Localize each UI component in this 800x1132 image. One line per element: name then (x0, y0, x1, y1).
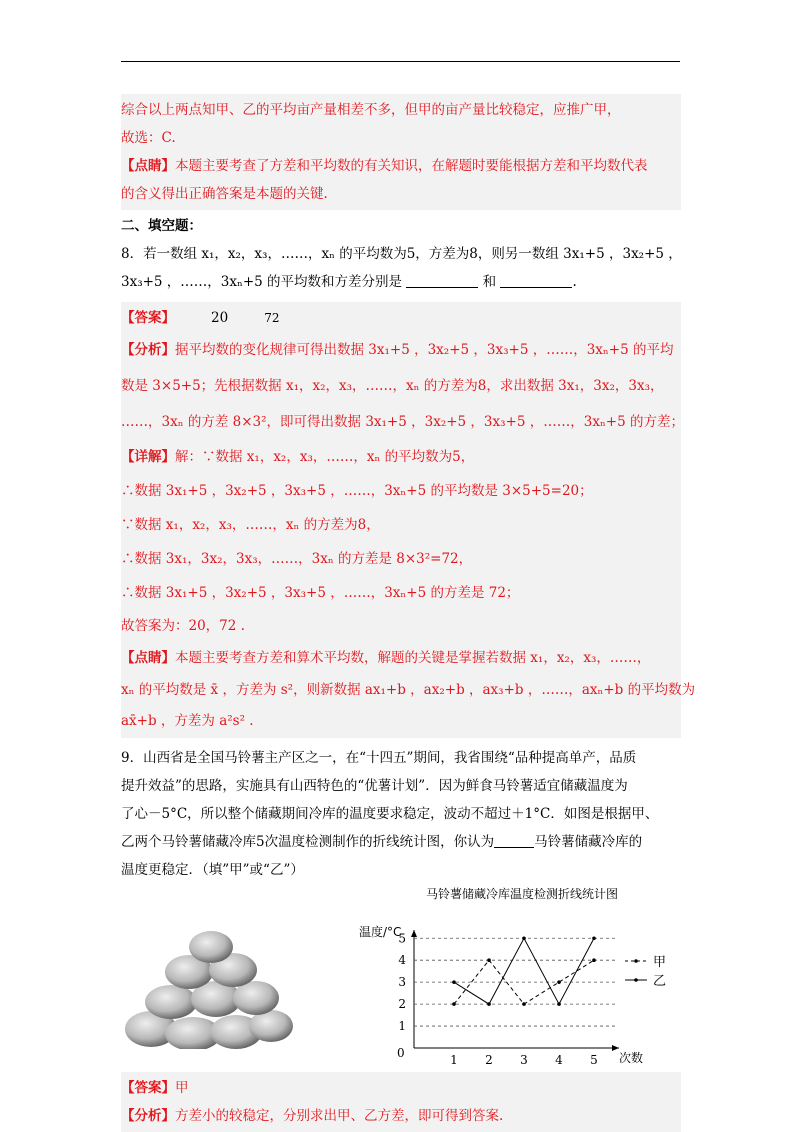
figure-row (121, 884, 681, 1072)
data-point (557, 980, 561, 984)
x-tick-label: 5 (590, 1053, 598, 1067)
q9-analysis: 【分析】方差小的较稳定，分别求出甲、乙方差，即可得到答案. (121, 1108, 504, 1124)
answer-blank-1[interactable] (406, 273, 478, 288)
section-title: 二、填空题： (121, 218, 202, 234)
q9-line5: 温度更稳定．（填”甲”或“乙”） (121, 862, 304, 878)
line-chart (357, 884, 677, 1072)
data-point (592, 958, 596, 962)
question-8 (121, 240, 681, 296)
prev-conclusion: 综合以上两点知甲、乙的平均亩产量相差不多，但甲的亩产量比较稳定，应推广甲， (121, 102, 621, 118)
y-tick-label: 5 (398, 931, 406, 946)
prev-solution-box (121, 94, 681, 210)
data-point (487, 958, 491, 962)
legend-label: 甲 (653, 955, 667, 970)
q8-detail-5: ∴数据 3x₁+5 ，3x₂+5 ，3x₃+5 ，……，3xₙ+5 的方差是 72； (121, 585, 520, 601)
q9-line4: 乙两个马铃薯储藏冷库5次温度检测制作的折线统计图，你认为 马铃薯储藏冷库的 (121, 834, 643, 850)
data-point (592, 936, 596, 940)
q8-final: 故答案为：20，72 . (121, 618, 245, 634)
y-axis-arrow (411, 930, 417, 937)
q8-line1: 8．若一数组 x₁，x₂，x₃，……，xₙ 的平均数为5，方差为8，则另一数组 3x₁+5 ，3x₂+5 ， (121, 246, 682, 262)
potato-image (121, 914, 296, 1049)
q9-solution-box (121, 1072, 681, 1132)
prev-comment-cont: 的含义得出正确答案是本题的关键. (121, 186, 328, 202)
chart-xlabel: 次数 (619, 1051, 644, 1065)
y-tick-label: 4 (398, 953, 406, 968)
chart-ylabel: 温度/°C (359, 925, 402, 939)
answer-blank-q9[interactable] (494, 833, 534, 848)
comment-text: 本题主要考查了方差和平均数的有关知识，在解题时要能根据方差和平均数代表 (175, 158, 648, 174)
q8-answer: 【答案】 20 72 (121, 310, 280, 326)
q8-detail-3: ∵数据 x₁，x₂，x₃，……，xₙ 的方差为8， (121, 517, 380, 533)
legend-label: 乙 (653, 974, 667, 989)
data-point (487, 1002, 491, 1006)
q8-analysis-2: 数是 3×5+5；先根据数据 x₁，x₂，x₃，……，xₙ 的方差为8，求出数据 3x₁，3x₂，3x₃， (121, 378, 664, 394)
y-tick-label: 2 (398, 997, 406, 1012)
question-9 (121, 744, 681, 884)
comment-tag: 【点睛】 (121, 158, 175, 174)
x-tick-label: 2 (485, 1053, 493, 1067)
data-point (557, 1002, 561, 1006)
q8-line2: 3x₃+5 ，……，3xₙ+5 的平均数和方差分别是 和 . (121, 274, 577, 290)
q9-line3: 了心－5°C，所以整个储藏期间冷库的温度要求稳定，波动不超过＋1°C．如图是根据甲、 (121, 806, 659, 822)
q8-comment-2: xₙ 的平均数是 x̄ ，方差为 s²，则新数据 ax₁+b ，ax₂+b ，ax₃+b ，……，axₙ+b 的平均数为 (121, 682, 696, 698)
q8-comment-3: ax̄+b ，方差为 a²s² . (121, 713, 254, 729)
x-tick-label: 4 (555, 1053, 563, 1067)
chart-origin: 0 (397, 1046, 405, 1060)
q8-solution-box (121, 302, 696, 738)
q8-analysis-3: ……，3xₙ 的方差 8×3²，即可得出数据 3x₁+5 ，3x₂+5 ，3x₃+5 ，……，3xₙ+5 的方差； (121, 414, 684, 430)
x-tick-label: 3 (520, 1053, 528, 1067)
q9-line2: 提升效益”的思路，实施具有山西特色的“优薯计划”．因为鲜食马铃薯适宜储藏温度为 (121, 778, 628, 794)
x-tick-label: 1 (450, 1053, 458, 1067)
header-rule (121, 61, 680, 62)
q8-analysis-1: 【分析】据平均数的变化规律可得出数据 3x₁+5 ，3x₂+5 ，3x₃+5 ，……，3xₙ+5 的平均 (121, 342, 674, 358)
chart-title: 马铃薯储藏冷库温度检测折线统计图 (425, 887, 619, 901)
data-point (522, 1002, 526, 1006)
series-line-yi (454, 938, 594, 1004)
page-content (121, 94, 696, 1132)
x-axis-arrow (612, 1045, 619, 1051)
prev-choice: 故选：C. (121, 130, 176, 146)
y-tick-label: 1 (398, 1019, 406, 1034)
q8-detail-2: ∴数据 3x₁+5 ，3x₂+5 ，3x₃+5 ，……，3xₙ+5 的平均数是 3×5+5=20； (121, 483, 593, 499)
legend-marker (634, 978, 638, 982)
q8-comment-1: 【点睛】本题主要考查方差和算术平均数，解题的关键是掌握若数据 x₁，x₂，x₃，……， (121, 650, 651, 666)
data-point (522, 936, 526, 940)
answer-blank-2[interactable] (500, 273, 572, 288)
q8-detail-4: ∴数据 3x₁，3x₂，3x₃，……，3xₙ 的方差是 8×3²=72， (121, 551, 473, 567)
q9-answer: 【答案】甲 (121, 1080, 189, 1096)
y-tick-label: 3 (398, 975, 406, 990)
data-point (452, 980, 456, 984)
legend-marker (634, 959, 638, 963)
q9-line1: 9．山西省是全国马铃薯主产区之一，在“十四五”期间，我省围绕“品种提高单产，品质 (121, 750, 637, 766)
prev-comment (121, 152, 681, 180)
data-point (452, 1002, 456, 1006)
q8-detail-1: 【详解】解：∵数据 x₁，x₂，x₃，……，xₙ 的平均数为5， (121, 449, 475, 465)
